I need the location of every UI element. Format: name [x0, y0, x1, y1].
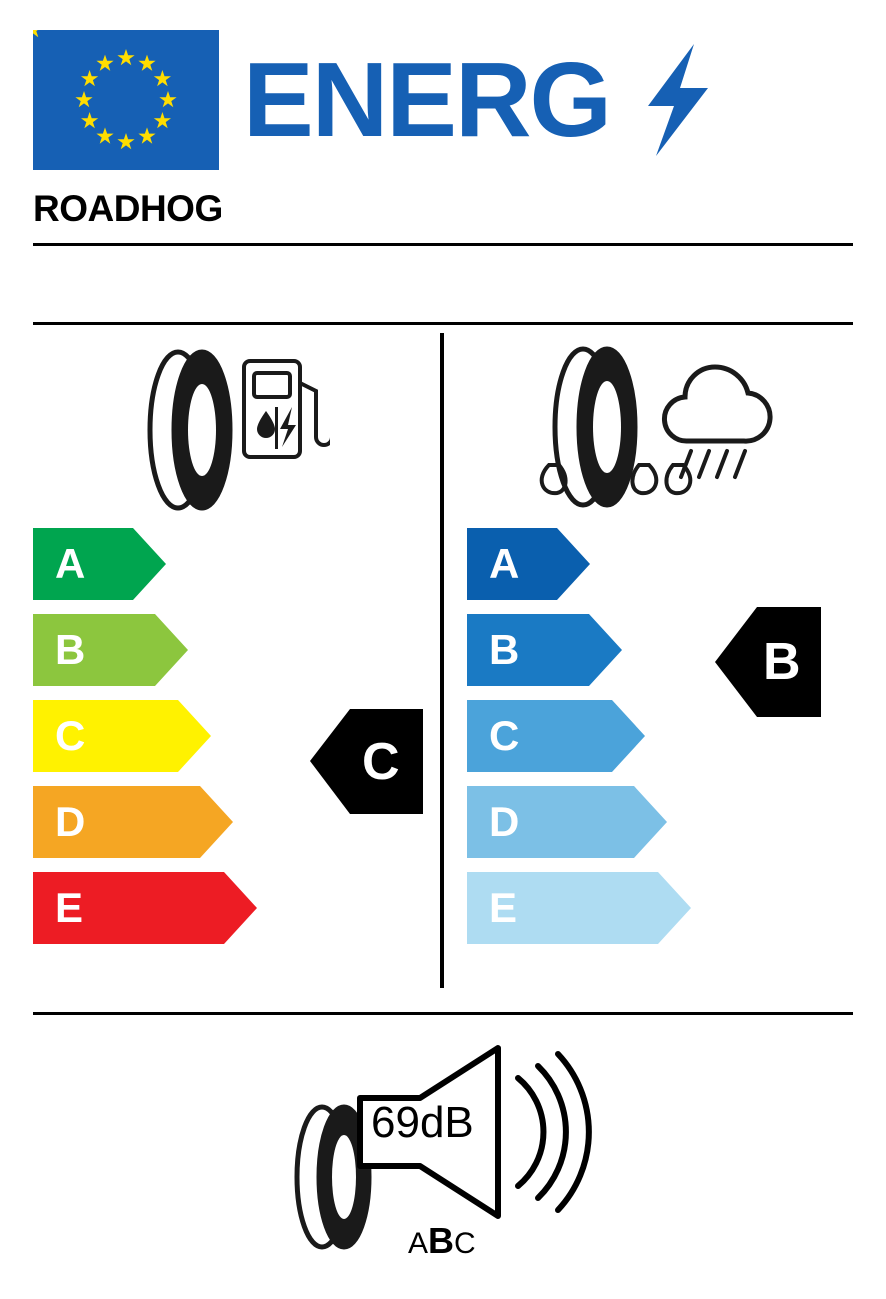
fuel-rating-value: C	[362, 732, 400, 791]
divider-vertical	[440, 333, 444, 988]
noise-class-b: B	[428, 1220, 455, 1261]
wet-class-c-label: C	[489, 712, 520, 759]
divider-second	[33, 322, 853, 325]
fuel-rating-marker	[310, 709, 423, 814]
noise-class-scale	[408, 1220, 476, 1262]
tyre-fuel-pump-icon	[120, 345, 330, 510]
lightning-bolt-icon	[636, 44, 716, 161]
fuel-class-d-label: D	[55, 798, 86, 845]
divider-bottom	[33, 1012, 853, 1015]
wet-rating-marker	[715, 607, 821, 717]
wet-class-a-label: A	[489, 540, 520, 587]
energy-word-text: ENERG	[243, 44, 610, 159]
wet-rating-value: B	[763, 633, 801, 691]
eu-flag-icon	[33, 30, 219, 170]
wet-class-e-label: E	[489, 884, 518, 931]
noise-value: 69dB	[371, 1098, 474, 1147]
fuel-class-a-label: A	[55, 540, 86, 587]
eu-stars-icon	[33, 30, 219, 170]
wet-class-d-label: D	[489, 798, 520, 845]
brand-name: ROADHOG	[33, 188, 223, 229]
fuel-class-b-label: B	[55, 626, 86, 673]
wet-class-b-label: B	[489, 626, 520, 673]
tyre-rain-cloud-icon	[525, 345, 795, 520]
noise-class-a: A	[408, 1227, 429, 1260]
noise-class-c: C	[454, 1227, 476, 1260]
divider-top	[33, 243, 853, 246]
fuel-class-e-label: E	[55, 884, 84, 931]
fuel-class-c-label: C	[55, 712, 86, 759]
